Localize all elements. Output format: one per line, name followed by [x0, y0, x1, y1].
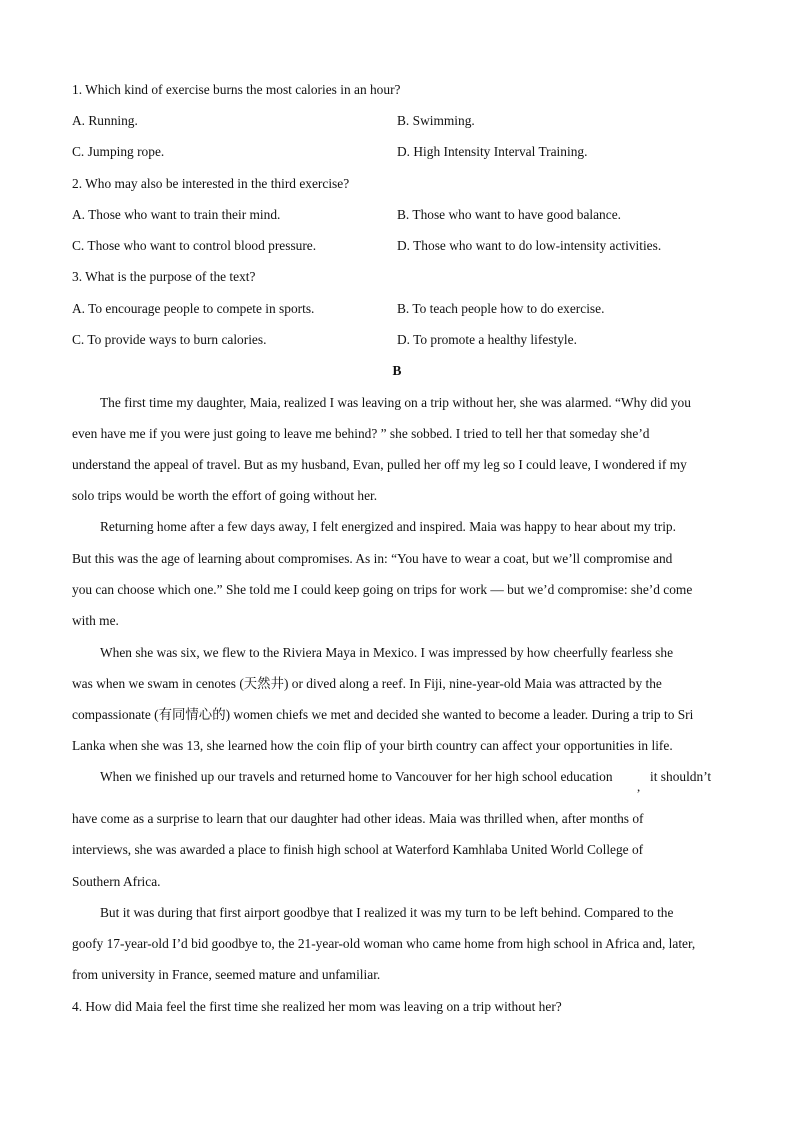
question-3-option-a: A. To encourage people to compete in sports. [72, 301, 315, 316]
question-2-option-c: C. Those who want to control blood pressure. [72, 238, 317, 253]
passage-line: have come as a surprise to learn that our daughter had other ideas. Maia was thrilled when, after months of [72, 811, 644, 826]
question-2-option-d: D. Those who want to do low-intensity activities. [397, 238, 662, 253]
passage-line: it shouldn’t [650, 769, 712, 784]
passage-line: Southern Africa. [72, 874, 161, 889]
passage-line: with me. [72, 613, 119, 628]
passage-line: When we finished up our travels and returned home to Vancouver for her high school education [100, 769, 613, 784]
passage-line: solo trips would be worth the effort of going without her. [72, 488, 378, 503]
passage-line: even have me if you were just going to leave me behind? ” she sobbed. I tried to tell her that someday she’d [72, 426, 650, 441]
question-3-option-d: D. To promote a healthy lifestyle. [397, 332, 577, 347]
passage-line: interviews, she was awarded a place to finish high school at Waterford Kamhlaba United World College of [72, 842, 644, 857]
passage-line: was when we swam in cenotes (天然井) or dived along a reef. In Fiji, nine-year-old Maia was attracted by the [72, 676, 662, 691]
section-heading: B [392, 363, 402, 378]
question-1-option-b: B. Swimming. [397, 113, 475, 128]
passage-line: goofy 17-year-old I’d bid goodbye to, the 21-year-old woman who came home from high school in Africa and, later, [72, 936, 696, 951]
question-3-stem: 3. What is the purpose of the text? [72, 269, 256, 284]
passage-line: compassionate (有同情心的) women chiefs we met and decided she wanted to become a leader. During a trip to Sri [72, 707, 694, 722]
question-2-option-b: B. Those who want to have good balance. [397, 207, 621, 222]
question-2-stem: 2. Who may also be interested in the third exercise? [72, 176, 350, 191]
question-1-stem: 1. Which kind of exercise burns the most calories in an hour? [72, 82, 401, 97]
question-1-option-c: C. Jumping rope. [72, 144, 165, 159]
question-1-option-d: D. High Intensity Interval Training. [397, 144, 588, 159]
question-2-option-a: A. Those who want to train their mind. [72, 207, 281, 222]
question-4-stem: 4. How did Maia feel the first time she realized her mom was leaving on a trip without her? [72, 999, 562, 1014]
passage-line: When she was six, we flew to the Riviera Maya in Mexico. I was impressed by how cheerfully fearless she [100, 645, 674, 660]
passage-line: But it was during that first airport goodbye that I realized it was my turn to be left behind. Compared to the [100, 905, 674, 920]
passage-line: understand the appeal of travel. But as my husband, Evan, pulled her off my leg so I could leave, I wondered if my [72, 457, 687, 472]
question-3-option-c: C. To provide ways to burn calories. [72, 332, 267, 347]
passage-line: you can choose which one.” She told me I could keep going on trips for work — but we’d compromise: she’d come [72, 582, 693, 597]
question-1-option-a: A. Running. [72, 113, 138, 128]
passage-line: Returning home after a few days away, I felt energized and inspired. Maia was happy to hear about my trip. [100, 519, 676, 534]
passage-line: But this was the age of learning about compromises. As in: “You have to wear a coat, but we’ll compromise and [72, 551, 673, 566]
question-3-option-b: B. To teach people how to do exercise. [397, 301, 605, 316]
passage-line: Lanka when she was 13, she learned how the coin flip of your birth country can affect your opportunities in life. [72, 738, 673, 753]
offset-comma: , [637, 779, 641, 794]
passage-line: from university in France, seemed mature and unfamiliar. [72, 967, 381, 982]
passage-line: The first time my daughter, Maia, realized I was leaving on a trip without her, she was alarmed. “Why did you [100, 395, 691, 410]
